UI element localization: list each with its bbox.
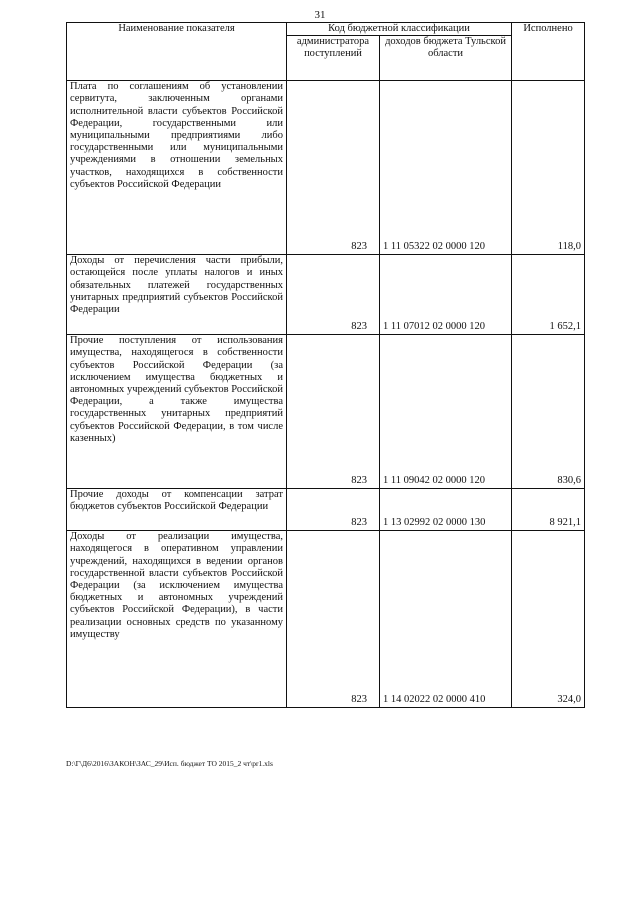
indicator-name: Прочие поступления от использования имущества, находящегося в собственности субъектов Российской Федерации (за исключением имущества бюджетных и автономных учреждений субъектов Российской Федерации, а также имущества государственных унитарных предприятий субъектов Российской Федерации, в том числе казенных) [67, 335, 287, 489]
header-indicator-name: Наименование показателя [67, 23, 287, 81]
executed-amount: 118,0 [512, 81, 585, 255]
table-row [67, 489, 585, 531]
header-executed: Исполнено [512, 23, 585, 81]
income-code: 1 13 02992 02 0000 130 [380, 489, 512, 531]
budget-income-table [66, 22, 585, 708]
administrator-code: 823 [287, 489, 380, 531]
indicator-name: Доходы от перечисления части прибыли, остающейся после уплаты налогов и иных обязательных платежей государственных унитарных предприятий субъектов Российской Федерации [67, 255, 287, 335]
table-row [67, 531, 585, 708]
administrator-code: 823 [287, 335, 380, 489]
footer-file-path: D:\Г\Д6\2016\ЗАКОН\ЗАС_29\Исп. бюджет ТО 2015_2 чт\pr1.xls [66, 759, 273, 768]
income-code: 1 11 07012 02 0000 120 [380, 255, 512, 335]
indicator-name: Прочие доходы от компенсации затрат бюджетов субъектов Российской Федерации [67, 489, 287, 531]
income-code: 1 14 02022 02 0000 410 [380, 531, 512, 708]
table-row [67, 255, 585, 335]
executed-amount: 324,0 [512, 531, 585, 708]
header-budget-classification-code: Код бюджетной классификации [287, 23, 512, 36]
administrator-code: 823 [287, 81, 380, 255]
administrator-code: 823 [287, 255, 380, 335]
executed-amount: 8 921,1 [512, 489, 585, 531]
header-budget-income-code: доходов бюджета Тульской области [380, 36, 512, 81]
table-row [67, 81, 585, 255]
executed-amount: 830,6 [512, 335, 585, 489]
indicator-name: Доходы от реализации имущества, находящегося в оперативном управлении учреждений, находящихся в ведении органов государственной власти субъектов Российской Федерации (за исключением имущества бюджетных и автономных учреждений субъектов Российской Федерации), в части реализации основных средств по указанному имуществу [67, 531, 287, 708]
income-code: 1 11 09042 02 0000 120 [380, 335, 512, 489]
indicator-name: Плата по соглашениям об установлении сервитута, заключенным органами исполнительной власти субъектов Российской Федерации, государственными или муниципальными предприятиями либо государственными или муниципальными учреждениями в отношении земельных участков, находящихся в собственности субъектов Российской Федерации [67, 81, 287, 255]
table-row [67, 335, 585, 489]
executed-amount: 1 652,1 [512, 255, 585, 335]
administrator-code: 823 [287, 531, 380, 708]
header-administrator-of-receipts: администратора поступлений [287, 36, 380, 81]
income-code: 1 11 05322 02 0000 120 [380, 81, 512, 255]
page-number: 31 [314, 9, 326, 21]
